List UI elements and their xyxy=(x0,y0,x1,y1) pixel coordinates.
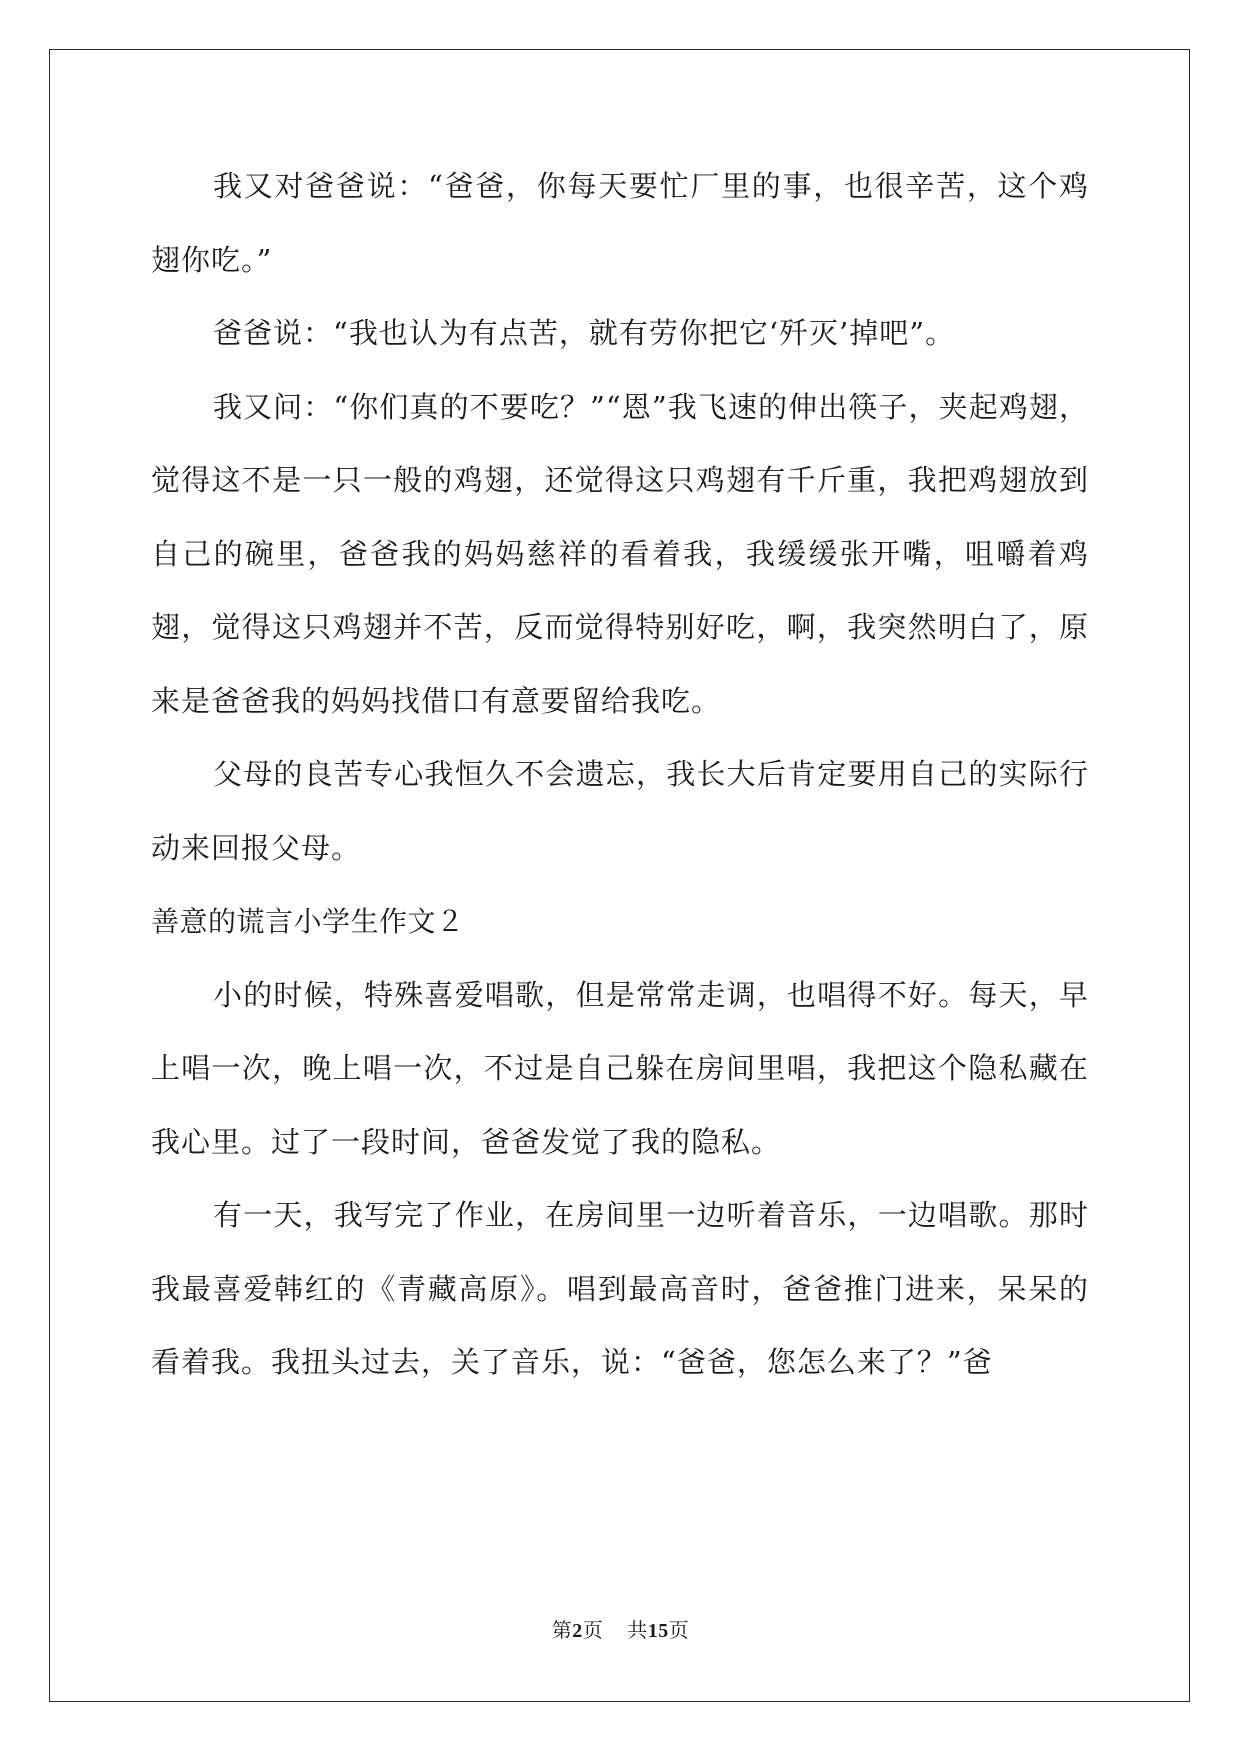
page-current-number: 2 xyxy=(572,1620,583,1642)
paragraph: 小的时候，特殊喜爱唱歌，但是常常走调，也唱得不好。每天，早上唱一次，晚上唱一次，不过是自己躲在房间里唱，我把这个隐私藏在我心里。过了一段时间，爸爸发觉了我的隐私。 xyxy=(151,977,1089,1159)
section-title: 善意的谎言小学生作文２ xyxy=(151,905,465,938)
page-total-number: 15 xyxy=(647,1620,669,1642)
paragraph: 我又对爸爸说：“爸爸，你每天要忙厂里的事，也很辛苦，这个鸡翅你吃。” xyxy=(151,169,1089,277)
page-label-suffix: 页 xyxy=(582,1618,604,1642)
paragraph: 我又问：“你们真的不要吃？”“恩”我飞速的伸出筷子，夹起鸡翅，觉得这不是一只一般的鸡翅，还觉得这只鸡翅有千斤重，我把鸡翅放到自己的碗里，爸爸我的妈妈慈祥的看着我，我缓缓张开嘴，咀嚼着鸡翅，觉得这只鸡翅并不苦，反而觉得特别好吃，啊，我突然明白了，原来是爸爸我的妈妈找借口有意要留给我吃。 xyxy=(151,389,1089,718)
total-label-prefix: 共 xyxy=(627,1618,648,1642)
paragraph: 爸爸说：“我也认为有点苦，就有劳你把它‘歼灭’掉吧”。 xyxy=(213,316,956,350)
paragraph: 有一天，我写完了作业，在房间里一边听着音乐，一边唱歌。那时我最喜爱韩红的《青藏高原》。唱到最高音时，爸爸推门进来，呆呆的看着我。我扭头过去，关了音乐，说：“爸爸，您怎么来了？”爸 xyxy=(151,1198,1089,1379)
document-body xyxy=(151,150,1089,1400)
paragraph: 父母的良苦专心我恒久不会遗忘，我长大后肯定要用自己的实际行动来回报父母。 xyxy=(151,757,1089,865)
page-footer xyxy=(0,1618,1241,1643)
page-label-prefix: 第 xyxy=(551,1618,573,1642)
total-label-suffix: 页 xyxy=(668,1618,690,1642)
